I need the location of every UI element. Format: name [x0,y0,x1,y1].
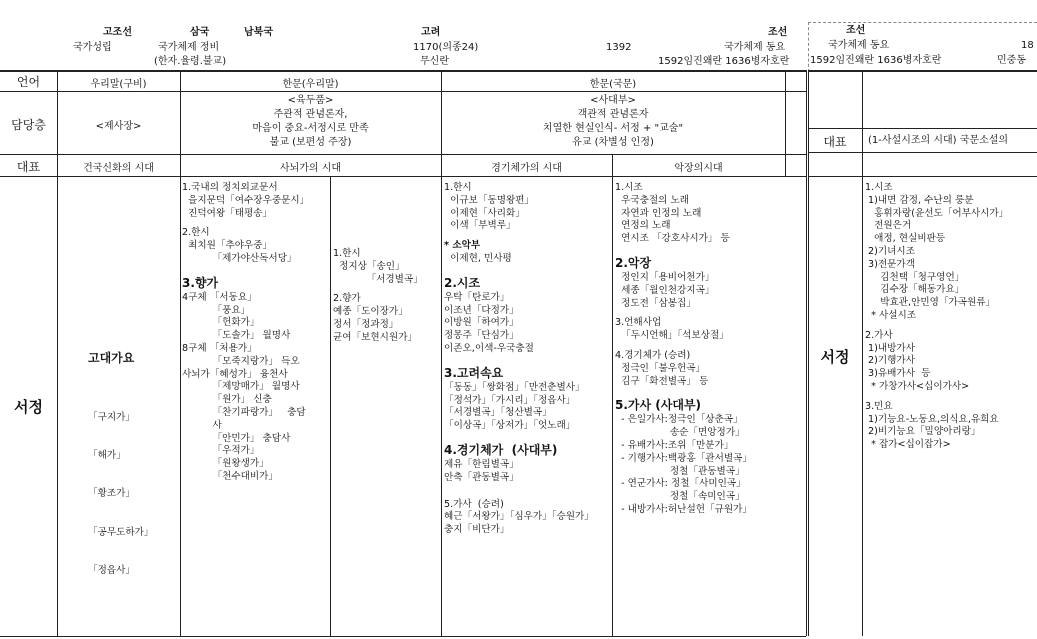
row-label-language: 언어 [16,75,41,89]
list-item: - 은일가사:정극인「상춘곡」 [615,414,743,426]
list-item: 안축「관동별곡」 [444,471,519,483]
list-item: 우국충절의 노래 [615,194,690,206]
spacer [182,266,309,273]
list-item: 「원왕생가」 [182,458,269,470]
list-item: 김천택「청구영언」 [865,271,965,283]
lyric-col-silla [182,182,309,484]
list-item: 「천수대비가」 [182,470,279,482]
right-row-label-rep: 대표 [823,135,847,149]
list-item: 2.한시 [182,227,210,239]
list-item: 이제현, 민사평 [444,252,512,264]
list-item: 1)기능요-노동요,의식요,유희요 [865,413,999,425]
list-item: 이존오,이색-우국충절 [444,342,534,354]
grid-line [808,70,1037,72]
list-item: 3)전문가객 [865,258,915,270]
list-item: 예종「도이장가」 [333,306,408,318]
list-item: 8구체 「처용가」 [182,342,257,354]
spacer [865,394,1008,401]
list-item: 1.시조 [865,182,893,193]
class-col1: <제사장> [95,121,142,132]
list-item: 2)기행가사 [865,355,915,367]
list-item: 「도솔가」 월명사 [182,330,291,342]
list-item: 1)내면 감정, 수난의 룽분 [865,194,974,206]
list-item: 2.가사 [865,329,893,341]
list-item: 이규보「동명왕편」 [444,194,535,206]
list-item: 충지「비단가」 [444,524,510,536]
era-samguk-sub1: 국가체제 정비 [158,42,220,53]
class-col2-line: 주관적 관념론자, [273,109,348,120]
list-item: 2)기녀시조 [865,245,915,257]
grid-line [180,70,181,636]
list-item: * 잡가<십이잡가> [865,439,951,451]
list-item: 「원가」 신충 [182,394,272,406]
list-item: 「제가야산독서당」 [182,252,297,264]
list-item: 이조년「다정가」 [444,304,519,316]
list-item: 김수장「해동가요」 [865,284,965,296]
list-item: 「두시언해」「석보상절」 [615,330,729,342]
list-item: 연정의 노래 [615,220,671,232]
right-joseon-sub1: 국가체제 동요 [828,40,890,51]
list-item: 전원은거 [865,220,912,232]
grid-line [808,152,1037,153]
list-item: 1.한시 [444,182,472,193]
rep-col1: 건국신화의 시대 [83,163,154,174]
grid-line [330,176,331,636]
ancient-songs-title: 고대가요 [88,351,135,365]
list-item: 우탁「탄로가」 [444,291,510,303]
list-item: 제유「한림별곡」 [444,458,519,470]
right-joseon-sub2: 1592임진왜란 1636병자호란 [810,55,942,66]
list-item: * 소악부 [444,240,481,252]
list-item: 5.가사 (승려) [444,498,504,510]
era-nambukguk-title: 남북국 [244,27,273,38]
list-item: - 기행가사:백광홍「관서별곡」 [615,452,752,464]
era-goryeo-title: 고려 [421,27,441,38]
language-col1: 우리말(구비) [90,79,147,90]
rep-col3: 경기체가의 시대 [491,163,562,174]
list-item: 진덕여왕「태평송」 [182,207,273,219]
spacer [865,323,1008,330]
era-gojoseon-sub: 국가성립 [73,42,112,53]
lyric-col-joseon-early [615,182,752,517]
spacer [615,246,752,253]
row-label-lyric: 서정 [14,398,43,416]
list-item: 홍휘자랑(윤선도「어부사시가」 [865,207,1009,219]
grid-line [785,70,786,176]
list-item: 정몽주「단심가」 [444,330,519,342]
list-item: 「서경별곡」 [333,273,423,285]
spacer [444,266,594,273]
list-item: 사뇌가「혜성가」 융천사 [182,368,288,380]
list-item: 「풍요」 [182,304,251,316]
grid-line [808,22,1037,23]
class-col2-line: <육두품> [287,95,334,106]
list-item: 「이상곡」「상저가」「엇노래」 [444,420,576,432]
language-col2: 한문(우리말) [282,79,339,90]
era-joseon-sub1: 국가체제 동요 [724,42,786,53]
spacer [615,388,752,395]
grid-line [441,70,442,636]
class-col2 [180,94,441,150]
list-item: 「모죽지랑가」 득오 [182,355,300,367]
list-item: 3)유배가사 등 [865,368,931,380]
era-goryeo-sub1: 1170(의종24) [413,42,479,53]
list-item: 자연과 인정의 노래 [615,207,702,219]
list-item: 정도전「삼봉집」 [615,297,696,309]
ancient-songs-list [88,386,154,591]
right-joseon-sub2-right: 민중동 [997,55,1026,66]
list-item: 「황조가」 [88,488,135,500]
list-item: 정인지「용비어천가」 [615,271,715,283]
class-col3-line: 객관적 관념론자 [577,109,649,120]
list-item: 2.향가 [333,293,361,305]
rep-col2: 사뇌가의 시대 [279,163,342,174]
class-col2-line: 마음이 중요-서정시로 만족 [252,123,369,134]
language-col3: 한문(국문) [589,79,637,90]
list-item: 「해가」 [88,449,126,461]
class-col3-line: <사대부> [590,95,636,106]
right-row-label-lyric: 서정 [820,348,850,366]
grid-line [57,70,58,636]
list-item: 「정석가」「가시리」「정읍사」 [444,394,576,406]
era-samguk-sub2: (한자.율령.불교) [154,56,227,67]
right-rep-value: (1-사설시조의 시대) 국문소설의 [868,135,1009,146]
list-item: 「공무도하가」 [88,526,154,538]
list-item: 정지상「송인」 [333,260,405,272]
list-item: 애정, 현실비판등 [865,233,946,245]
class-col3-line: 유교 (차별성 인정) [572,137,654,148]
spacer [444,356,594,363]
list-item: 「정읍사」 [88,565,135,577]
list-item: 1.한시 [333,248,361,259]
era-joseon-sub2: 1592임진왜란 1636병자호란 [658,56,790,67]
list-item: 정철「관동별곡」 [615,465,745,477]
list-item: 「찬기파랑가」 충담 [182,406,306,418]
list-item: 「제망매가」 월명사 [182,381,300,393]
list-item: 3.언해사업 [615,317,662,329]
right-lyric-col [865,182,1008,452]
section-heading: 2.악장 [615,255,652,270]
class-col3 [441,94,785,150]
grid-line [0,176,806,177]
section-heading: 4.경기체가 (사대부) [444,442,558,457]
list-item: 최치원「추야우중」 [182,240,273,252]
list-item: 1.국내의 정치외교문서 [182,182,278,193]
lyric-col-goryeo [444,182,594,537]
list-item: 「헌화가」 [182,317,260,329]
class-col3-line: 치열한 현실인식- 서정 + "교술" [542,123,684,134]
list-item: 이방원「하여가」 [444,317,519,329]
era-gojoseon-title: 고조선 [103,27,132,38]
spacer [444,492,594,499]
list-item: 「구지가」 [88,411,135,423]
list-item: 정철「속미인곡」 [615,491,745,503]
class-col2-line: 불교 (보편성 주장) [269,137,352,148]
list-item: 세종「월인천강지곡」 [615,284,715,296]
list-item: * 사설시조 [865,309,917,321]
list-item: - 연군가사: 정철「사미인곡」 [615,478,746,490]
list-item: 4.경기체가 (승려) [615,349,691,361]
row-label-class: 담당층 [11,118,46,132]
grid-line [0,636,806,637]
era-samguk-title: 삼국 [190,27,210,38]
row-label-rep: 대표 [16,160,41,174]
list-item: 「동동」「쌍화점」「만전춘별사」 [444,381,585,393]
list-item: 을지문덕「여수장우중문시」 [182,194,310,206]
spacer [444,433,594,440]
list-item: 「우적가」 [182,445,260,457]
lyric-col-goryeo-early [333,248,423,345]
section-heading: 3.향가 [182,275,219,290]
grid-line [808,22,809,72]
list-item: * 가창가사<십이가사> [865,380,970,392]
section-heading: 5.가사 (사대부) [615,398,702,413]
right-joseon-sub1-right: 18 [1021,40,1034,51]
list-item: 혜근「서왕가」「심우가」「승원가」 [444,511,594,523]
era-goryeo-sub2: 무신란 [420,56,449,67]
year-1392: 1392 [606,42,632,53]
list-item: 「서경별곡」「청산별곡」 [444,407,552,419]
era-joseon-title: 조선 [768,27,788,38]
list-item: - 내방가사:허난설헌「규원가」 [615,503,752,515]
grid-line [808,128,1037,129]
spacer [444,485,594,492]
list-item: 1)내방가사 [865,342,915,354]
list-item: 「안민가」 충담사 [182,432,291,444]
grid-line [808,176,1037,177]
list-item: - 유배가사:조위「만분가」 [615,439,734,451]
grid-line [0,91,806,92]
spacer [615,343,752,350]
list-item: 이색「부벽루」 [444,220,516,232]
list-item: 4구체 「서동요」 [182,291,257,303]
list-item: 박효관,안민영「가곡원류」 [865,297,996,309]
right-joseon-title: 조선 [846,25,866,36]
grid-line [612,154,613,636]
list-item: 연시조 「강호사시가」 등 [615,233,730,245]
grid-line [806,70,807,636]
section-heading: 2.시조 [444,275,481,290]
grid-line [862,70,863,636]
grid-line [0,154,806,155]
section-heading: 3.고려속요 [444,365,504,380]
list-item: 송순「면앙정가」 [615,427,745,439]
rep-col4: 악장의시대 [674,163,723,174]
list-item: 김구「화전별곡」 등 [615,375,709,387]
list-item: 정극인「불우헌곡」 [615,362,706,374]
list-item: 3.민요 [865,400,893,412]
list-item: 2)비기능요「밀양아리랑」 [865,426,981,438]
list-item: 이제현「사리화」 [444,207,525,219]
list-item: 1.시조 [615,182,643,193]
list-item: 정서「정과정」 [333,318,399,330]
list-item: 사 [182,419,222,431]
grid-line [0,70,806,72]
list-item: 균여「보현시원가」 [333,331,418,343]
